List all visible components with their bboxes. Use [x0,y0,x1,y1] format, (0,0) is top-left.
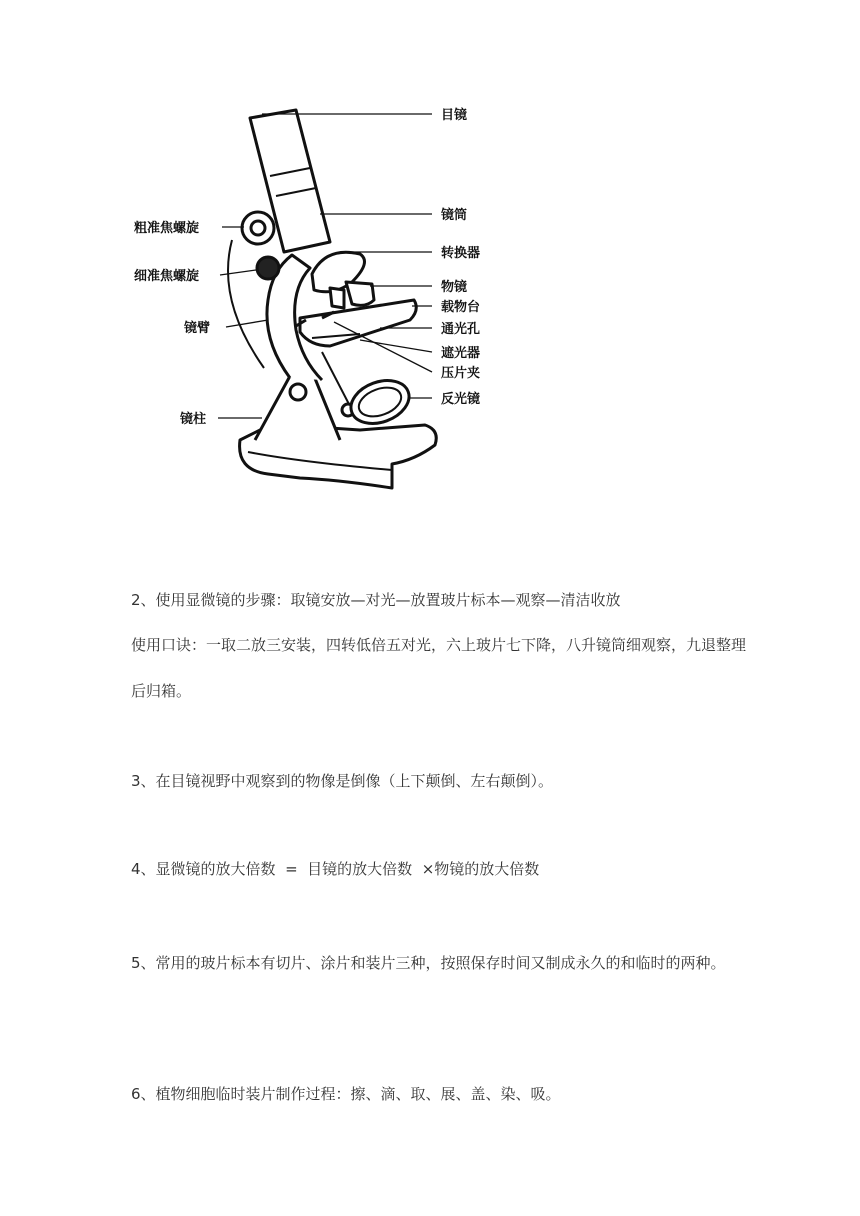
label-nosepiece: 转换器 [441,246,481,261]
microscope-drawing [228,110,436,488]
microscope-diagram [0,0,860,520]
label-mirror: 反光镜 [441,392,481,407]
label-arm: 镜臂 [184,321,211,336]
label-objective: 物镜 [441,280,468,295]
label-pillar: 镜柱 [180,412,207,427]
paragraph-3: 3、在目镜视野中观察到的物像是倒像（上下颠倒、左右颠倒）。 [131,772,554,790]
label-coarse-focus: 粗准焦螺旋 [134,221,200,236]
label-fine-focus: 细准焦螺旋 [134,269,200,284]
label-diaphragm: 遮光器 [441,346,481,361]
label-stage: 载物台 [441,300,481,315]
paragraph-2-steps: 2、使用显微镜的步骤：取镜安放—对光—放置玻片标本—观察—清洁收放 [131,591,621,609]
label-light-hole: 通光孔 [441,322,481,337]
paragraph-6: 6、植物细胞临时装片制作过程：擦、滴、取、展、盖、染、吸。 [131,1085,561,1103]
label-eyepiece: 目镜 [441,108,468,123]
label-stage-clip: 压片夹 [441,366,481,381]
paragraph-2-mnemonic: 使用口诀：一取二放三安装，四转低倍五对光，六上玻片七下降，八升镜筒细观察，九退整理后归箱。 [131,636,747,700]
label-tube: 镜筒 [441,208,468,223]
paragraph-4: 4、显微镜的放大倍数 = 目镜的放大倍数 ×物镜的放大倍数 [131,860,540,878]
paragraph-5: 5、常用的玻片标本有切片、涂片和装片三种，按照保存时间又制成永久的和临时的两种。 [131,954,726,972]
